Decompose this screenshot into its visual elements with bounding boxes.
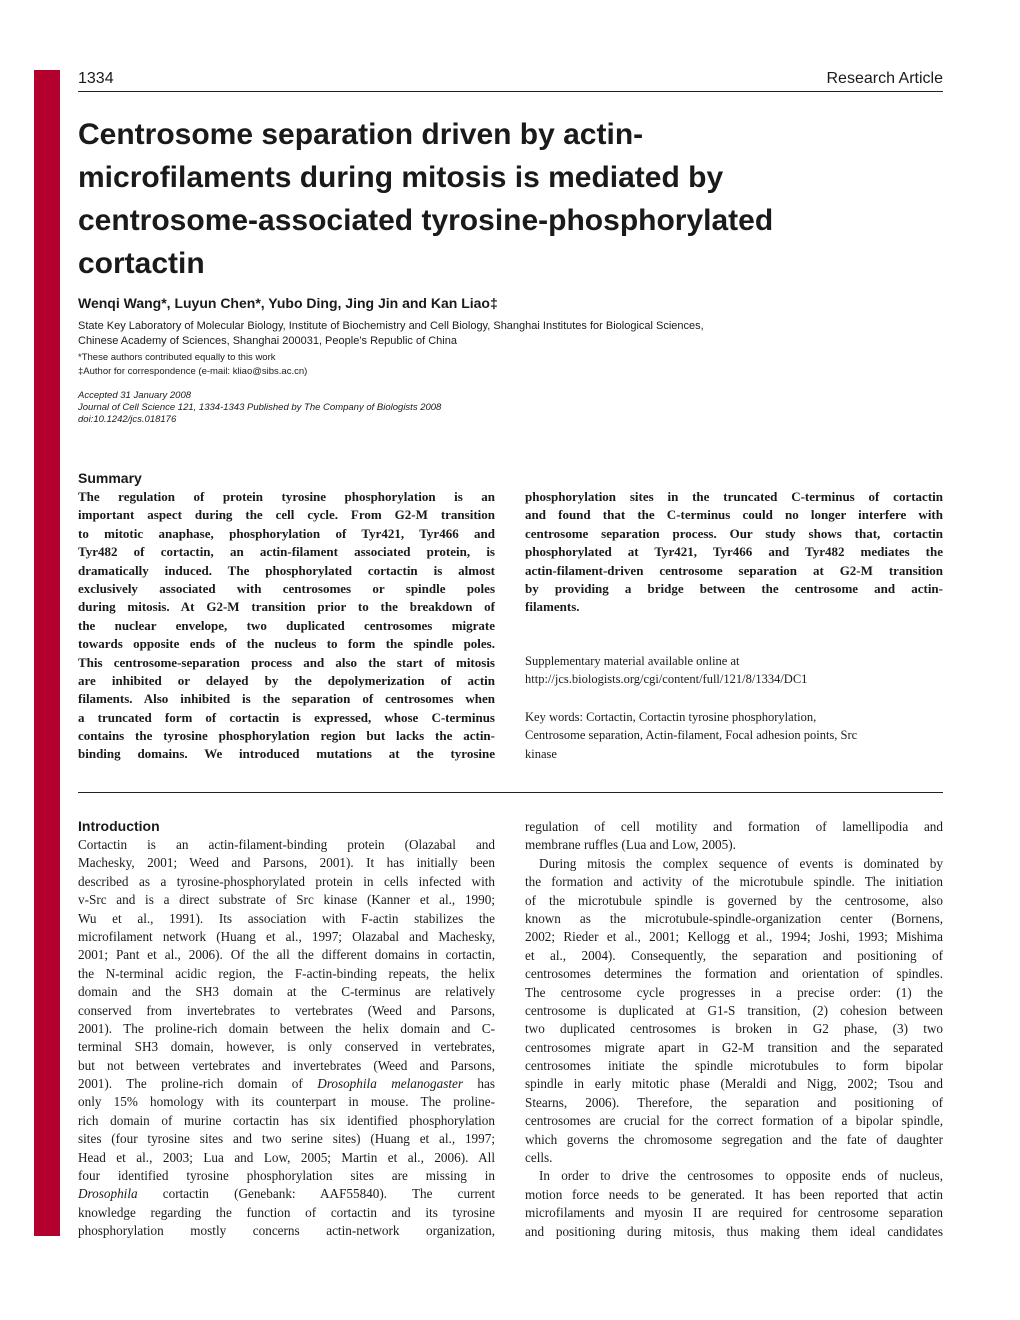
publication-meta: Accepted 31 January 2008 Journal of Cell Science 121, 1334-1343 Published by The Company of Biologists 2008 doi:10.1242/jcs.018176 (78, 390, 442, 425)
text-line: v-Src and is a direct substrate of Src kinase (Kanner et al., 1990; (78, 892, 495, 908)
keywords: Key words: Cortactin, Cortactin tyrosine phosphorylation, Centrosome separation, Actin-filament, Focal adhesion points, Src kinase (525, 710, 858, 761)
text-line: two duplicated centrosomes is broken in G2 phase, (3) two (525, 1021, 943, 1037)
introduction-left-column (78, 836, 495, 1241)
article-type: Research Article (826, 70, 943, 87)
text-line: actin-filament-driven centrosome separation at G2-M transition (525, 562, 943, 578)
text-line: 2001). The proline-rich domain between the helix domain and C- (78, 1020, 495, 1036)
text-line: centrosomes migrate apart in G2-M transition and the separated (525, 1039, 943, 1055)
text-line: and positioning during mitosis, thus making them ideal candidates (525, 1223, 943, 1239)
header-rule (78, 91, 943, 92)
journal-side-label: Journal of Cell Science (36, 572, 57, 768)
affiliation: State Key Laboratory of Molecular Biology, Institute of Biochemistry and Cell Biology, Shanghai Institutes for Biological Sciences, Chinese Academy of Sciences, Shanghai 200031, People’s Republic of China (78, 320, 704, 347)
supplementary-note: Supplementary material available online at http://jcs.biologists.org/cgi/content/full/121/8/1334/DC1 (525, 652, 807, 689)
text-line: spindle in early mitotic phase (Meraldi and Nigg, 2002; Tsou and (525, 1076, 943, 1092)
text-line: Machesky, 2001; Weed and Parsons, 2001). It has initially been (78, 855, 495, 871)
text-line: regulation of cell motility and formation of lamellipodia and (525, 819, 943, 834)
text-line: Drosophila cortactin (Genebank: AAF55840). The current (78, 1186, 495, 1202)
text-line: microfilament network (Huang et al., 1997; Olazabal and Machesky, (78, 928, 495, 944)
text-line: centrosome separation process. Our study shows that, cortactin (525, 525, 943, 541)
text-line: microfilaments and myosin II are required for centrosome separation (525, 1205, 943, 1221)
text-line: filaments. Also inhibited is the separation of centrosomes when (78, 691, 495, 707)
text-line: cells. (525, 1150, 553, 1166)
text-line: centrosomes initiate the spindle microtubules to form bipolar (525, 1058, 943, 1074)
text-line: known as the microtubule-spindle-organization center (Bornens, (525, 910, 943, 926)
author-list: Wenqi Wang*, Luyun Chen*, Yubo Ding, Jing Jin and Kan Liao‡ (78, 295, 498, 311)
text-line: the formation and activity of the microtubule spindle. The initiation (525, 874, 943, 890)
introduction-right-column (525, 818, 943, 1241)
text-line: centrosome is duplicated at G1-S transition, (2) cohesion between (525, 1002, 943, 1018)
text-line: towards opposite ends of the nucleus to form the spindle poles. (78, 636, 495, 652)
summary-left-column (78, 488, 495, 764)
correspondence-note: ‡Author for correspondence (e-mail: kliao@sibs.ac.cn) (78, 366, 308, 377)
text-line: Tyr482 of cortactin, an actin-filament associated protein, is (78, 544, 495, 560)
text-line: four identified tyrosine phosphorylation sites are missing in (78, 1168, 495, 1184)
summary-heading: Summary (78, 470, 142, 486)
text-line: During mitosis the complex sequence of events is dominated by (539, 855, 943, 871)
text-line: sites (four tyrosine sites and two serine sites) (Huang et al., 1997; (78, 1131, 495, 1147)
text-line: phosphorylated at Tyr421, Tyr466 and Tyr482 mediates the (525, 544, 943, 560)
text-line: Stearns, 2006). Therefore, the separation and positioning of (525, 1094, 943, 1110)
text-line: Wu et al., 1991). Its association with F-actin stabilizes the (78, 910, 495, 926)
page-header (78, 70, 943, 90)
text-line: domain and the SH3 domain at the C-terminus are relatively (78, 984, 495, 1000)
article-title: Centrosome separation driven by actin- microfilaments during mitosis is mediated by centrosome-associated tyrosine-phosphorylated cortactin (78, 118, 774, 280)
text-line: The centrosome cycle progresses in a precise order: (1) the (525, 984, 943, 1000)
text-line: phosphorylation mostly concerns actin-network organization, (78, 1223, 495, 1239)
text-line: by providing a bridge between the centrosome and actin- (525, 580, 943, 596)
text-line: terminal SH3 domain, however, is only conserved in vertebrates, (78, 1039, 495, 1055)
text-line: 2001; Pant et al., 2006). Of the all the different domains in cortactin, (78, 947, 495, 963)
text-line: motion force needs to be generated. It has been reported that actin (525, 1186, 943, 1202)
text-line: centrosomes are crucial for the correct formation of a bipolar spindle, (525, 1113, 943, 1129)
section-divider (78, 792, 943, 793)
text-line: The regulation of protein tyrosine phosphorylation is an (78, 489, 495, 504)
text-line: a truncated form of cortactin is expressed, whose C-terminus (78, 709, 495, 725)
text-line: contains the tyrosine phosphorylation region but lacks the actin- (78, 728, 495, 744)
text-line: dramatically induced. The phosphorylated cortactin is almost (78, 562, 495, 578)
text-line: and found that the C-terminus could no longer interfere with (525, 507, 943, 523)
text-line: are inhibited or delayed by the depolymerization of actin (78, 672, 495, 688)
text-line: to mitotic anaphase, phosphorylation of Tyr421, Tyr466 and (78, 525, 495, 541)
text-line: which governs the chromosome segregation and the fate of daughter (525, 1131, 943, 1147)
text-line: but not between vertebrates and invertebrates (Weed and Parsons, (78, 1057, 495, 1073)
text-line: et al., 2004). Consequently, the separation and positioning of (525, 947, 943, 963)
summary-right-column (525, 488, 943, 617)
text-line: Head et al., 2003; Lua and Low, 2005; Martin et al., 2006). All (78, 1149, 495, 1165)
text-line: This centrosome-separation process and also the start of mitosis (78, 654, 495, 670)
text-line: conserved from invertebrates to vertebrates (Weed and Parsons, (78, 1002, 495, 1018)
text-line: the nuclear envelope, two duplicated centrosomes migrate (78, 617, 495, 633)
introduction-heading: Introduction (78, 818, 160, 834)
text-line: exclusively associated with centrosomes or spindle poles (78, 580, 495, 596)
text-line: membrane ruffles (Lua and Low, 2005). (525, 837, 736, 853)
text-line: rich domain of murine cortactin has six identified phosphorylation (78, 1112, 495, 1128)
text-line: filaments. (525, 599, 580, 615)
text-line: only 15% homology with its counterpart in mouse. The proline- (78, 1094, 495, 1110)
equal-contribution-note: *These authors contributed equally to this work (78, 352, 276, 363)
page-number: 1334 (78, 70, 114, 87)
text-line: knowledge regarding the function of cortactin and its tyrosine (78, 1204, 495, 1220)
text-line: centrosomes determines the formation and orientation of spindles. (525, 966, 943, 982)
supplementary-link[interactable]: http://jcs.biologists.org/cgi/content/full/121/8/1334/DC1 (525, 672, 808, 687)
text-line: In order to drive the centrosomes to opposite ends of nucleus, (539, 1168, 943, 1184)
text-line: phosphorylation sites in the truncated C-terminus of cortactin (525, 489, 943, 504)
text-line: important aspect during the cell cycle. From G2-M transition (78, 507, 495, 523)
text-line: the N-terminal acidic region, the F-actin-binding repeats, the helix (78, 965, 495, 981)
text-line: 2001). The proline-rich domain of Drosophila melanogaster has (78, 1076, 495, 1092)
text-line: during mitosis. At G2-M transition prior to the breakdown of (78, 599, 495, 615)
text-line: Cortactin is an actin-filament-binding protein (Olazabal and (78, 837, 495, 852)
text-line: of the microtubule spindle is governed by the centrosome, also (525, 892, 943, 908)
text-line: binding domains. We introduced mutations at the tyrosine (78, 746, 495, 762)
text-line: described as a tyrosine-phosphorylated protein in cells infected with (78, 873, 495, 889)
text-line: 2002; Rieder et al., 2001; Kellogg et al., 1994; Joshi, 1993; Mishima (525, 929, 943, 945)
